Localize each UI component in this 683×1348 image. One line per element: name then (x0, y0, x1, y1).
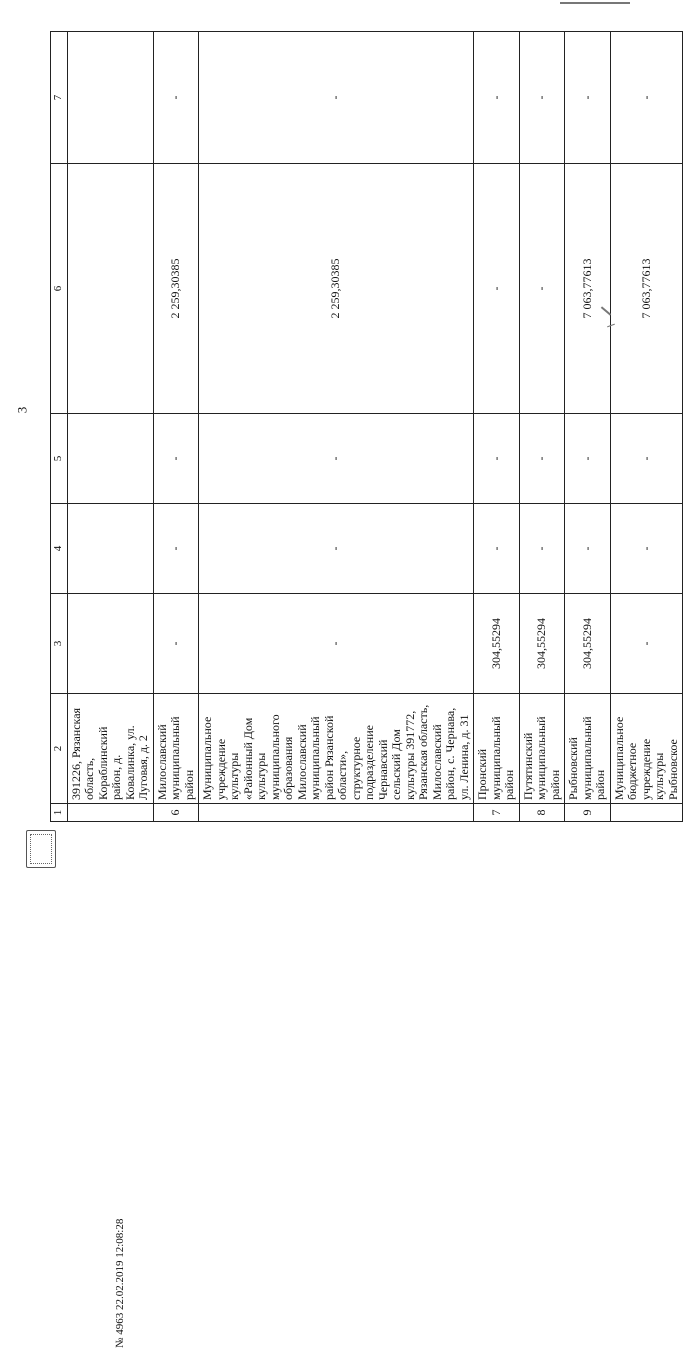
value-cell: - (153, 414, 199, 504)
registration-stamp (26, 830, 56, 868)
stamp-inner-border (30, 834, 52, 864)
value-cell (67, 504, 153, 594)
row-number: 8 (519, 804, 565, 822)
value-cell: - (519, 414, 565, 504)
page-number: 3 (14, 406, 30, 414)
value-cell: - (610, 594, 683, 694)
value-cell: - (565, 414, 611, 504)
district-cell: Пронский муниципальный район (474, 694, 520, 804)
column-header: 4 (51, 504, 68, 594)
district-cell: Муниципальное бюджетное учреждение культуры Рыбновское (610, 694, 683, 804)
column-header: 7 (51, 32, 68, 164)
registration-footer: № 4963 22.02.2019 12:08:28 (114, 1218, 126, 1348)
value-cell: - (153, 594, 199, 694)
value-cell (67, 164, 153, 414)
value-cell: - (519, 164, 565, 414)
value-cell: 304,55294 (565, 594, 611, 694)
column-header: 3 (51, 594, 68, 694)
value-cell: 2 259,30385 (153, 164, 199, 414)
table-row (565, 32, 611, 822)
district-cell: Милославский муниципальный район (153, 694, 199, 804)
value-cell: - (153, 504, 199, 594)
value-cell: 304,55294 (474, 594, 520, 694)
row-number (67, 804, 153, 822)
data-table (50, 31, 683, 822)
row-number: 9 (565, 804, 611, 822)
table-row (199, 32, 474, 822)
row-number: 6 (153, 804, 199, 822)
value-cell: - (153, 32, 199, 164)
row-number (199, 804, 474, 822)
district-cell: Рыбновский муниципальный район (565, 694, 611, 804)
value-cell: - (474, 164, 520, 414)
district-cell: Путятинский муниципальный район (519, 694, 565, 804)
value-cell: - (199, 414, 474, 504)
rotated-table-wrapper (50, 32, 680, 822)
value-cell: - (474, 504, 520, 594)
value-cell: - (519, 32, 565, 164)
scan-mark (560, 2, 630, 4)
table-row (610, 32, 683, 822)
value-cell (67, 594, 153, 694)
table-row (519, 32, 565, 822)
table-row (153, 32, 199, 822)
column-header: 2 (51, 694, 68, 804)
row-number (610, 804, 683, 822)
header-row (51, 32, 68, 822)
value-cell: 2 259,30385 (199, 164, 474, 414)
value-cell: - (199, 32, 474, 164)
value-cell: - (610, 504, 683, 594)
value-cell: 7 063,77613 (610, 164, 683, 414)
value-cell: - (199, 594, 474, 694)
value-cell (67, 414, 153, 504)
column-header: 6 (51, 164, 68, 414)
table-row (67, 32, 153, 822)
column-header: 1 (51, 804, 68, 822)
value-cell: - (474, 414, 520, 504)
table-row (474, 32, 520, 822)
value-cell: 304,55294 (519, 594, 565, 694)
row-number: 7 (474, 804, 520, 822)
value-cell: - (610, 32, 683, 164)
district-cell: Муниципальное учреждение культуры «Районный Дом культуры муниципального образования Милославский муниципальный район Рязанской области», структурное подразделение Чернавский сельский Дом культуры 391772, Рязанская область, Милославский район, с. Чернава, ул. Ленина, д. 31 (199, 694, 474, 804)
value-cell: - (565, 504, 611, 594)
value-cell (67, 32, 153, 164)
column-header: 5 (51, 414, 68, 504)
value-cell: - (610, 414, 683, 504)
value-cell: - (474, 32, 520, 164)
value-cell: - (199, 504, 474, 594)
value-cell: - (519, 504, 565, 594)
value-cell: 7 063,77613 (565, 164, 611, 414)
district-cell: 391226, Рязанская область, Кораблинский район, д. Ковалинка, ул. Луговая, д. 2 (67, 694, 153, 804)
value-cell: - (565, 32, 611, 164)
